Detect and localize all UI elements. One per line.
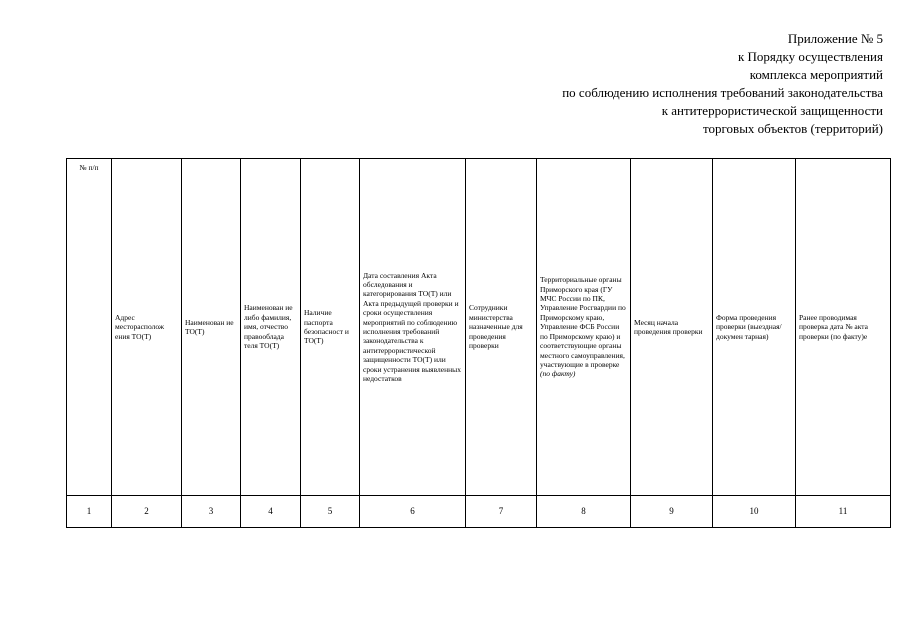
column-number: 2 bbox=[112, 496, 182, 528]
column-header-form: Форма проведения проверки (выездная/докумен тарная) bbox=[713, 159, 796, 496]
header-line: комплекса мероприятий bbox=[749, 67, 883, 82]
header-line: торговых объектов (территорий) bbox=[703, 121, 883, 136]
column-header-staff: Сотрудники министерства назначенные для проведения проверки bbox=[466, 159, 537, 496]
column-number: 11 bbox=[796, 496, 891, 528]
column-header-start-month: Месяц начала проведения проверки bbox=[631, 159, 713, 496]
column-header-passport: Наличие паспорта безопасност и ТО(Т) bbox=[301, 159, 360, 496]
appendix-header bbox=[562, 30, 883, 138]
agencies-label: Территориальные органы Приморского края (ГУ МЧС России по ПК, Управление Росгвардии по Приморскому краю, Управление ФСБ России по Приморскому краю) и соответствующие органы местного самоуправления, участвующие в проверке bbox=[540, 275, 626, 369]
table-header-row bbox=[67, 159, 891, 496]
column-number: 6 bbox=[360, 496, 466, 528]
column-number: 3 bbox=[182, 496, 241, 528]
column-header-agencies bbox=[537, 159, 631, 496]
header-line: к Порядку осуществления bbox=[737, 49, 883, 64]
agencies-note: (по факту) bbox=[540, 369, 576, 379]
inspection-schedule-table bbox=[66, 158, 891, 528]
column-number: 7 bbox=[466, 496, 537, 528]
column-header-previous-check: Ранее проводимая проверка дата № акта проверки (по факту)е bbox=[796, 159, 891, 496]
column-number: 1 bbox=[67, 496, 112, 528]
column-header-name: Наименован ие ТО(Т) bbox=[182, 159, 241, 496]
column-number: 4 bbox=[241, 496, 301, 528]
header-line: Приложение № 5 bbox=[787, 31, 883, 46]
header-line: по соблюдению исполнения требований законодательства bbox=[562, 85, 883, 100]
header-line: к антитеррористической защищенности bbox=[661, 103, 883, 118]
column-number: 8 bbox=[537, 496, 631, 528]
column-header-number: № п/п bbox=[67, 159, 112, 496]
column-header-address: Адрес месторасполож ения ТО(Т) bbox=[112, 159, 182, 496]
column-header-act-date: Дата составления Акта обследования и категорирования ТО(Т) или Акта предыдущей проверки и сроки осуществления мероприятий по соблюдению исполнения требований законодательства к антитеррористической защищенности ТО(Т) или сроки устранения выявленных недостатков bbox=[360, 159, 466, 496]
column-header-owner: Наименован ие либо фамилия, имя, отчество правообладa теля ТО(Т) bbox=[241, 159, 301, 496]
column-number-row bbox=[67, 496, 891, 528]
column-number: 9 bbox=[631, 496, 713, 528]
column-number: 10 bbox=[713, 496, 796, 528]
column-number: 5 bbox=[301, 496, 360, 528]
